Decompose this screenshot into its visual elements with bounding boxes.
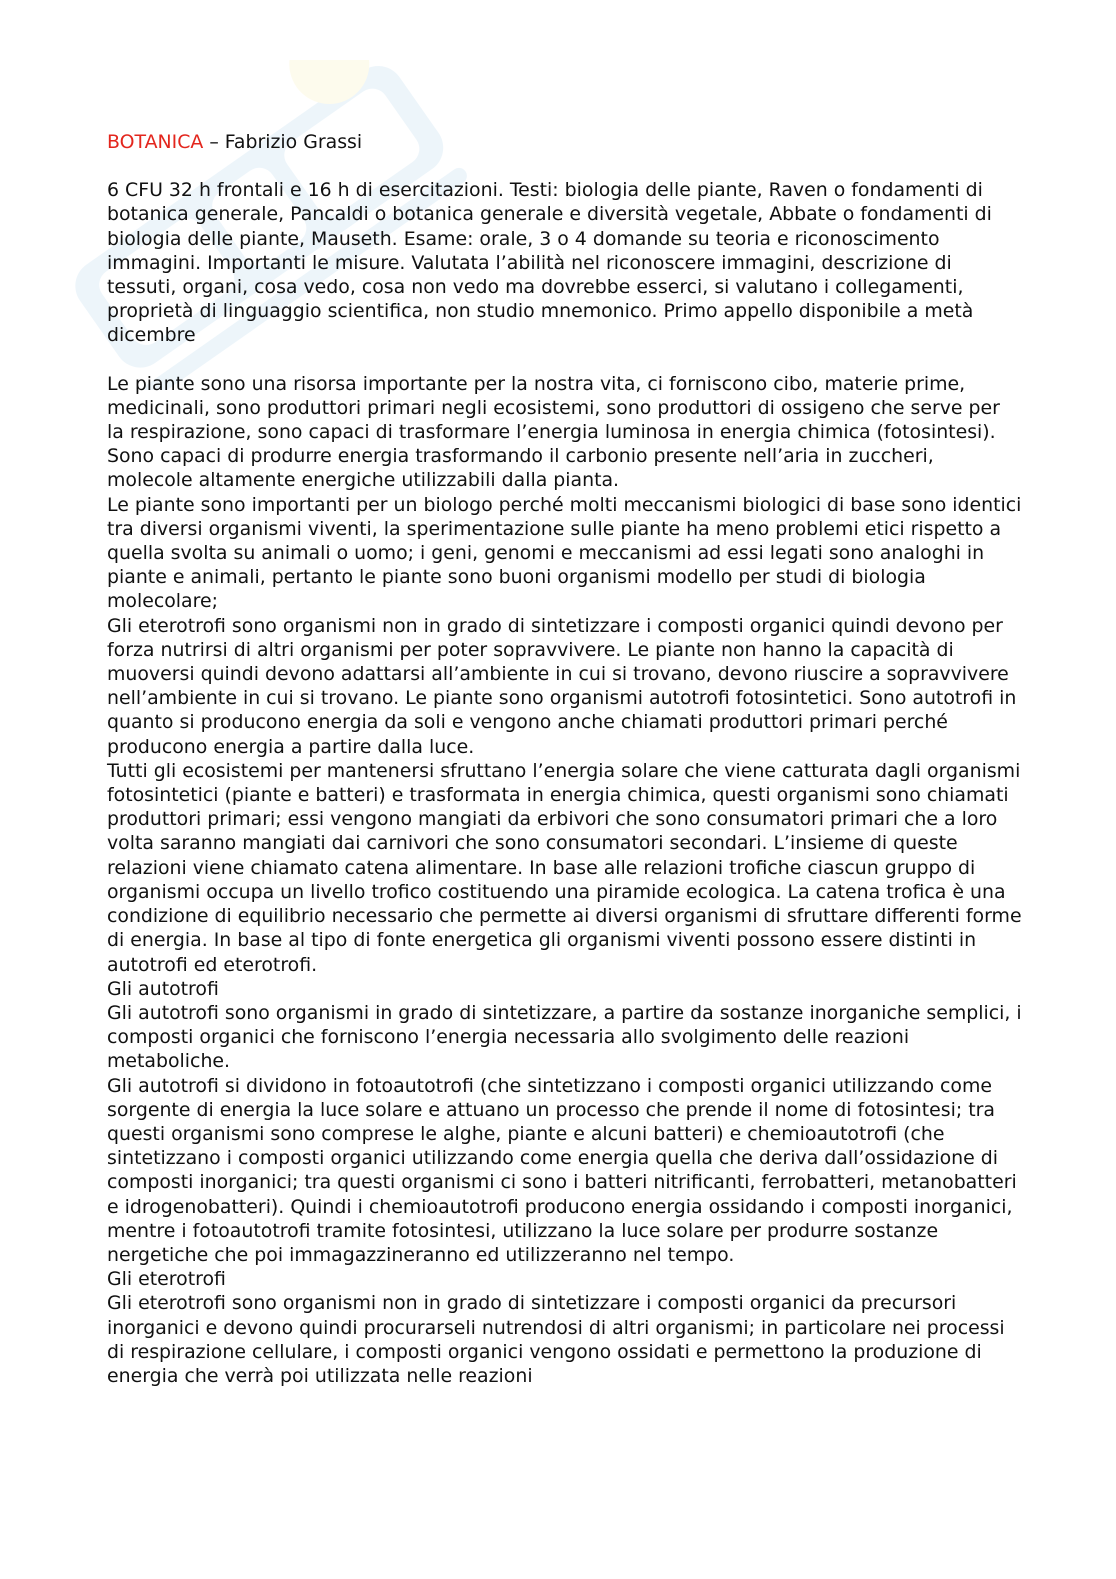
- subject-title: BOTANICA: [107, 131, 204, 153]
- paragraph-plants-resource: Le piante sono una risorsa importante per la nostra vita, ci forniscono cibo, materie prime, medicinali, sono produttori primari negli ecosistemi, sono produttori di ossigeno che serve per la respirazione, sono capaci di trasformare l’energia luminosa in energia chimica (fotosintesi). Sono capaci di produrre energia trasformando il carbonio presente nell’aria in zuccheri, molecole altamente energiche utilizzabili dalla pianta.: [107, 372, 1000, 492]
- section-heading-heterotrophs: Gli eterotrofi: [107, 1268, 226, 1291]
- section-heading-autotrophs: Gli autotrofi: [107, 977, 219, 1000]
- paragraph-heterotrophs-definition: Gli eterotrofi sono organismi non in grado di sintetizzare i composti organici da precursori inorganici e devono quindi procurarseli nutrendosi di altri organismi; in particolare nei processi di respirazione cellulare, i composti organici vengono ossidati e permettono la produzione di energia che verrà poi utilizzata nelle reazioni: [107, 1292, 1005, 1387]
- course-intro: 6 CFU 32 h frontali e 16 h di esercitazioni. Testi: biologia delle piante, Raven o fondamenti di botanica generale, Pancaldi o botanica generale e diversità vegetale, Abbate o fondamenti di biologia delle piante, Mauseth. Esame: orale, 3 o 4 domande su teoria e riconoscimento immagini. Importanti le misure. Valutata l’abilità nel riconoscere immagini, descrizione di tessuti, organi, cosa vedo, cosa non vedo ma dovrebbe esserci, si valutano i collegamenti, proprietà di linguaggio scientifica, non studio mnemonico. Primo appello disponibile a metà dicembre: [107, 179, 992, 347]
- title-separator: –: [203, 131, 225, 153]
- paragraph-ecosystems: Tutti gli ecosistemi per mantenersi sfruttano l’energia solare che viene catturata dagli organismi fotosintetici (piante e batteri) e trasformata in energia chimica, questi organismi sono chiamati produttori primari; essi vengono mangiati da erbivori che sono consumatori primari che a loro volta saranno mangiati dai carnivori che sono consumatori secondari. L’insieme di queste relazioni viene chiamato catena alimentare. In base alle relazioni trofiche ciascun gruppo di organismi occupa un livello trofico costituendo una piramide ecologica. La catena trofica è una condizione di equilibrio necessario che permette ai diversi organismi di sfruttare differenti forme di energia. In base al tipo di fonte energetica gli organismi viventi possono essere distinti in autotrofi ed eterotrofi.: [107, 759, 1022, 976]
- author-name: Fabrizio Grassi: [224, 131, 363, 153]
- document-page: [107, 130, 1022, 1388]
- paragraph-plants-biologist: Le piante sono importanti per un biologo perché molti meccanismi biologici di base sono identici tra diversi organismi viventi, la sperimentazione sulle piante ha meno problemi etici rispetto a quella svolta su animali o uomo; i geni, genomi e meccanismi ad essi legati sono analoghi in piante e animali, pertanto le piante sono buoni organismi modello per studi di biologia molecolare;: [107, 493, 1022, 613]
- paragraph-autotrophs-definition: Gli autotrofi sono organismi in grado di sintetizzare, a partire da sostanze inorganiche semplici, i composti organici che forniscono l’energia necessaria allo svolgimento delle reazioni metaboliche.: [107, 1001, 1022, 1073]
- paragraph-heterotrophs-intro: Gli eterotrofi sono organismi non in grado di sintetizzare i composti organici quindi devono per forza nutrirsi di altri organismi per poter sopravvivere. Le piante non hanno la capacità di muoversi quindi devono adattarsi all’ambiente in cui si trovano, devono riuscire a sopravvivere nell’ambiente in cui si trovano. Le piante sono organismi autotrofi fotosintetici. Sono autotrofi in quanto si producono energia da soli e vengono anche chiamati produttori primari perché producono energia a partire dalla luce.: [107, 614, 1017, 758]
- paragraph-autotrophs-types: Gli autotrofi si dividono in fotoautotrofi (che sintetizzano i composti organici utilizzando come sorgente di energia la luce solare e attuano un processo che prende il nome di fotosintesi; tra questi organismi sono comprese le alghe, piante e alcuni batteri) e chemioautotrofi (che sintetizzano i composti organici utilizzando come energia quella che deriva dall’ossidazione di composti inorganici; tra questi organismi ci sono i batteri nitrificanti, ferrobatteri, metanobatteri e idrogenobatteri). Quindi i chemioautotrofi producono energia ossidando i composti inorganici, mentre i fotoautotrofi tramite fotosintesi, utilizzano la luce solare per produrre sostanze nergetiche che poi immagazzineranno ed utilizzeranno nel tempo.: [107, 1074, 1017, 1266]
- document-title: [107, 130, 1022, 154]
